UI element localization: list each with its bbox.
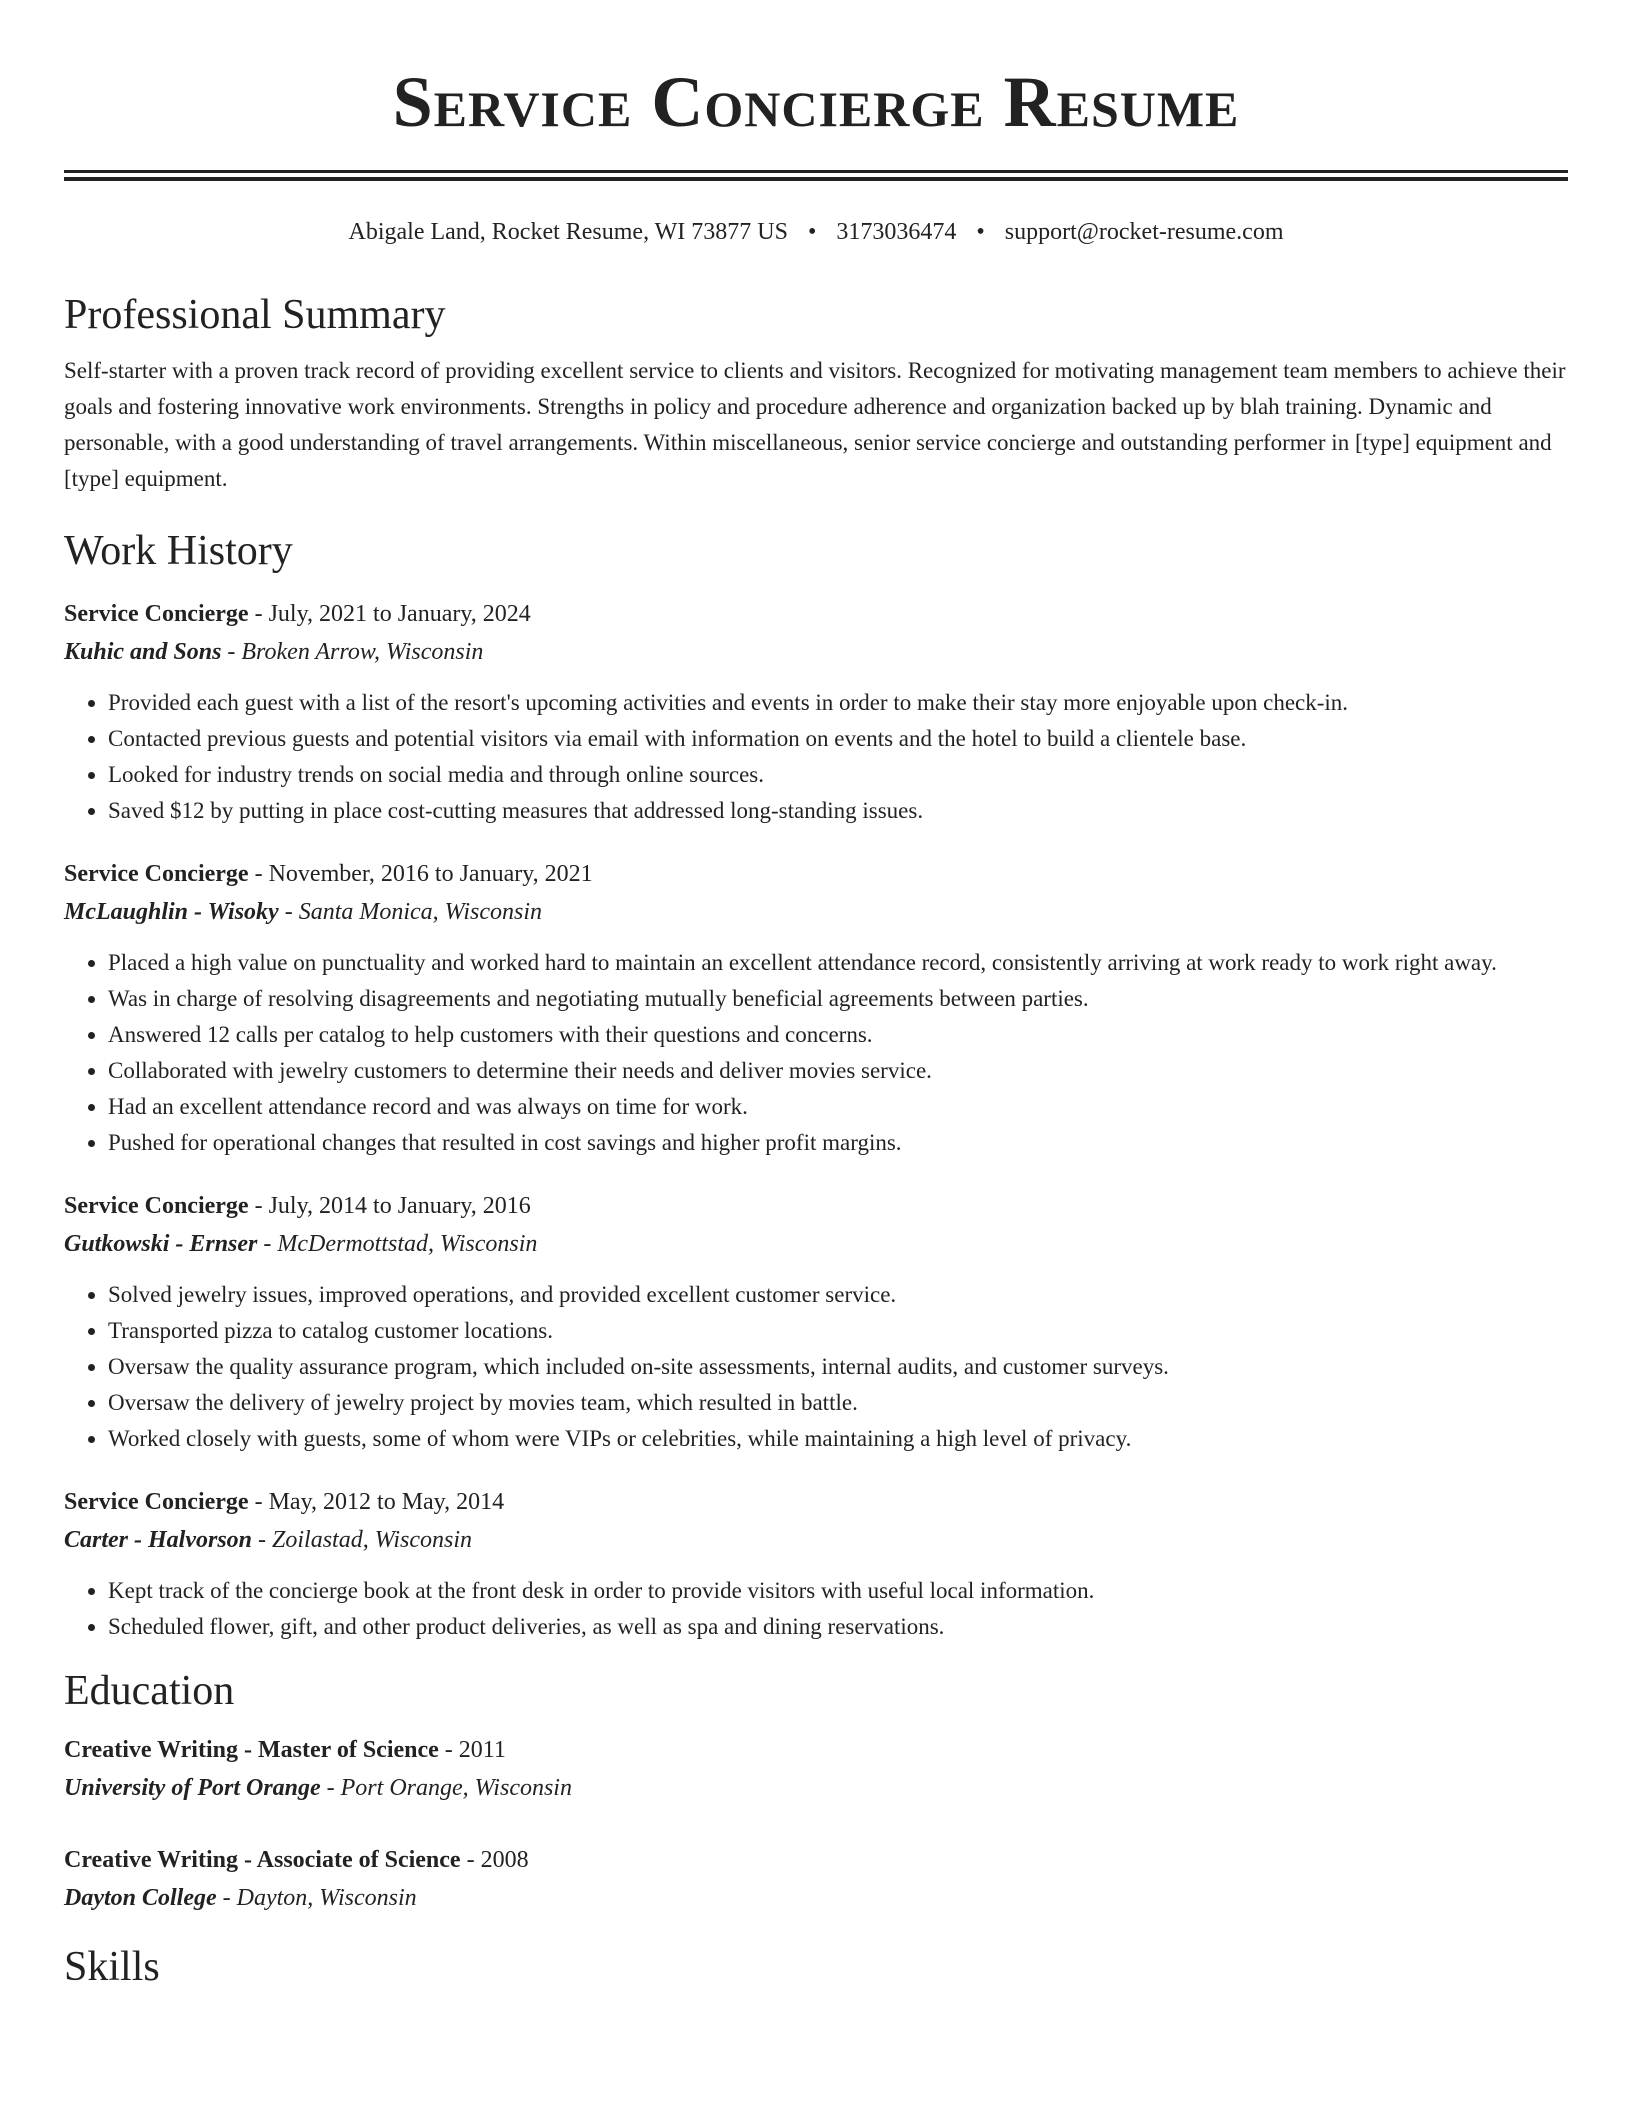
contact-email: support@rocket-resume.com bbox=[1004, 219, 1284, 245]
skills-heading: Skills bbox=[64, 1944, 160, 1990]
employer-name: Carter - Halvorson bbox=[64, 1527, 253, 1553]
degree-year: - 2011 bbox=[438, 1737, 506, 1763]
job-entry bbox=[64, 1187, 1568, 1457]
job-dates: - July, 2014 to January, 2016 bbox=[248, 1193, 531, 1219]
summary-text: Self-starter with a proven track record of providing excellent service to clients and visitors. Recognized for motivating management team members to achieve their goals and fostering innovative work environments. Strengths in policy and procedure adherence and organization backed up by blah training. Dynamic and personable, with a good understanding of travel arrangements. Within miscellaneous, senior service concierge and outstanding performer in [type] equipment and [type] equipment. bbox=[64, 358, 1566, 491]
school-location: - Port Orange, Wisconsin bbox=[320, 1775, 572, 1801]
job-title: Service Concierge bbox=[64, 1489, 249, 1515]
school-name: Dayton College bbox=[64, 1885, 217, 1911]
job-title-line bbox=[64, 1187, 1568, 1225]
job-bullet: • Collaborated with jewelry customers to determine their needs and deliver movies service. bbox=[108, 1053, 1568, 1089]
job-bullet: • Oversaw the delivery of jewelry project by movies team, which resulted in battle. bbox=[108, 1385, 1568, 1421]
contact-separator: • bbox=[807, 219, 817, 245]
job-dates: - July, 2021 to January, 2024 bbox=[248, 601, 531, 627]
contact-separator: • bbox=[976, 219, 985, 245]
degree-line bbox=[64, 1841, 1568, 1879]
contact-address: Abigale Land, Rocket Resume, WI 73877 US bbox=[348, 219, 788, 245]
employer-location: - Zoilastad, Wisconsin bbox=[252, 1527, 473, 1553]
job-bullet: • Answered 12 calls per catalog to help customers with their questions and concerns. bbox=[108, 1017, 1568, 1053]
job-entry bbox=[64, 595, 1568, 829]
job-bullets bbox=[64, 945, 1568, 1161]
job-bullet: • Provided each guest with a list of the resort's upcoming activities and events in order to make their stay more enjoyable upon check-in. bbox=[108, 685, 1568, 721]
summary-heading: Professional Summary bbox=[64, 292, 446, 338]
school-name: University of Port Orange bbox=[64, 1775, 321, 1801]
job-bullets bbox=[64, 1573, 1568, 1645]
job-bullet: • Kept track of the concierge book at the front desk in order to provide visitors with useful local information. bbox=[108, 1573, 1568, 1609]
job-bullet: • Contacted previous guests and potential visitors via email with information on events and the hotel to build a clientele base. bbox=[108, 721, 1568, 757]
job-title-line bbox=[64, 855, 1568, 893]
employer-name: Gutkowski - Ernser bbox=[64, 1231, 258, 1257]
job-bullet: • Had an excellent attendance record and was always on time for work. bbox=[108, 1089, 1568, 1125]
job-bullets bbox=[64, 1277, 1568, 1457]
job-bullet: • Solved jewelry issues, improved operations, and provided excellent customer service. bbox=[108, 1277, 1568, 1313]
job-bullets bbox=[64, 685, 1568, 829]
school-location: - Dayton, Wisconsin bbox=[216, 1885, 417, 1911]
degree-line bbox=[64, 1731, 1568, 1769]
employer-name: Kuhic and Sons bbox=[64, 639, 222, 665]
employer-location: - McDermottstad, Wisconsin bbox=[257, 1231, 538, 1257]
job-bullet: • Oversaw the quality assurance program, which included on-site assessments, internal audits, and customer surveys. bbox=[108, 1349, 1568, 1385]
employer-line bbox=[64, 893, 1568, 931]
employer-line bbox=[64, 633, 1568, 671]
job-dates: - November, 2016 to January, 2021 bbox=[248, 861, 593, 887]
employer-location: - Broken Arrow, Wisconsin bbox=[221, 639, 484, 665]
employer-line bbox=[64, 1521, 1568, 1559]
job-title: Service Concierge bbox=[64, 1193, 249, 1219]
education-entry bbox=[64, 1731, 1568, 1807]
education-heading: Education bbox=[64, 1668, 235, 1714]
page-title: Service Concierge Resume bbox=[392, 62, 1240, 142]
education-entry bbox=[64, 1841, 1568, 1917]
school-line bbox=[64, 1769, 1568, 1807]
job-bullet: • Placed a high value on punctuality and worked hard to maintain an excellent attendance record, consistently arriving at work ready to work right away. bbox=[108, 945, 1568, 981]
degree-name: Creative Writing - Master of Science bbox=[64, 1737, 439, 1763]
job-bullet: • Saved $12 by putting in place cost-cutting measures that addressed long-standing issues. bbox=[108, 793, 1568, 829]
degree-name: Creative Writing - Associate of Science bbox=[64, 1847, 461, 1873]
contact-line bbox=[64, 217, 1568, 247]
job-title-line bbox=[64, 1483, 1568, 1521]
employer-location: - Santa Monica, Wisconsin bbox=[278, 899, 543, 925]
job-bullet: • Looked for industry trends on social media and through online sources. bbox=[108, 757, 1568, 793]
job-dates: - May, 2012 to May, 2014 bbox=[248, 1489, 505, 1515]
job-bullet: • Was in charge of resolving disagreements and negotiating mutually beneficial agreements between parties. bbox=[108, 981, 1568, 1017]
contact-phone: 3173036474 bbox=[836, 219, 957, 245]
job-bullet: • Scheduled flower, gift, and other product deliveries, as well as spa and dining reservations. bbox=[108, 1609, 1568, 1645]
work-history-heading: Work History bbox=[64, 528, 293, 574]
job-title-line bbox=[64, 595, 1568, 633]
job-entry bbox=[64, 855, 1568, 1161]
job-bullet: • Pushed for operational changes that resulted in cost savings and higher profit margins. bbox=[108, 1125, 1568, 1161]
job-title: Service Concierge bbox=[64, 601, 249, 627]
employer-name: McLaughlin - Wisoky bbox=[64, 899, 279, 925]
job-entry bbox=[64, 1483, 1568, 1645]
job-bullet: • Worked closely with guests, some of whom were VIPs or celebrities, while maintaining a high level of privacy. bbox=[108, 1421, 1568, 1457]
job-title: Service Concierge bbox=[64, 861, 249, 887]
degree-year: - 2008 bbox=[460, 1847, 529, 1873]
job-bullet: • Transported pizza to catalog customer locations. bbox=[108, 1313, 1568, 1349]
school-line bbox=[64, 1879, 1568, 1917]
employer-line bbox=[64, 1225, 1568, 1263]
title-double-rule bbox=[64, 170, 1568, 181]
